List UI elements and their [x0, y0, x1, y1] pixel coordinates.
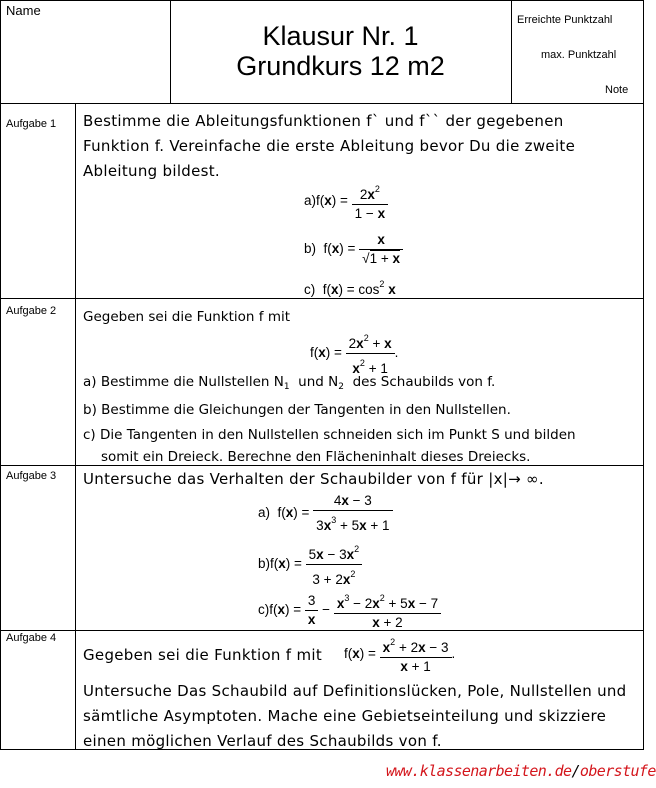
footer-watermark[interactable]: [386, 762, 656, 780]
task-2-label: Aufgabe 2: [6, 305, 57, 317]
header-col-2: [511, 0, 512, 104]
task-1c-formula: c) $f(x) = \cos^2 x$: [304, 279, 396, 297]
task-2c-line-2: somit ein Dreieck. Berechne den Flächeninhalt dieses Dreiecks.: [101, 449, 531, 465]
task-2-formula: f(x) = $\frac{2x^2 + x}{x^2 + 1}$ .: [310, 329, 398, 378]
task-2c-line-1: c) Die Tangenten in den Nullstellen schneiden sich im Punkt S und bilden: [83, 427, 576, 443]
row-divider-1: [0, 298, 644, 299]
item-b-marker: b): [304, 241, 317, 257]
label-column-divider: [75, 104, 76, 750]
reached-points-label: Erreichte Punktzahl: [517, 14, 613, 26]
task-2b: b) Bestimme die Gleichungen der Tangenten in den Nullstellen.: [83, 402, 511, 418]
task-3-text: Untersuche das Verhalten der Schaubilder von f für |x|→ ∞.: [83, 470, 544, 488]
task-1-label: Aufgabe 1: [6, 118, 57, 130]
border-top: [0, 0, 644, 1]
task-2-intro: Gegeben sei die Funktion f mit: [83, 309, 291, 325]
task-3c-formula: c)f(x) = $\frac{3}{x}$ − $\frac{x^3 - 2x^2 + 5x - 7}{x + 2}$: [258, 589, 441, 632]
task-3a-formula: a) f(x) = $\frac{4x - 3}{3x^3 + 5x + 1}$: [258, 492, 393, 535]
exam-title-line-2: Grundkurs 12 m2: [236, 51, 445, 81]
task-4-text: Untersuche Das Schaubild auf Definitionslücken, Pole, Nullstellen und sämtliche Asymptoten. Mache eine Gebietseinteilung und skizziere einen möglichen Verlauf des Schaubilds von f.: [83, 682, 627, 750]
task-4-formula: f(x) = $\frac{x^2 + 2x - 3}{x + 1}$ .: [344, 633, 455, 676]
max-points-label: max. Punktzahl: [541, 49, 617, 61]
task-2a-end: des Schaubilds von f.: [352, 374, 496, 390]
exam-title-line-1: Klausur Nr. 1: [262, 21, 419, 51]
task-2a-text: a) Bestimme die Nullstellen N: [83, 374, 284, 390]
exam-title: [170, 21, 511, 81]
name-label: Name: [6, 3, 41, 18]
border-left: [0, 0, 1, 750]
footer-site[interactable]: www.klassenarbeiten.de: [386, 762, 572, 780]
grade-label: Note: [605, 84, 629, 96]
task-2a-mid: und N: [298, 374, 339, 390]
task-4-label: Aufgabe 4: [6, 632, 57, 644]
task-1-text: Bestimme die Ableitungsfunktionen f` und f`` der gegebenen Funktion f. Vereinfache die erste Ableitung bevor Du die zweite Ableitung bildest.: [83, 112, 576, 180]
task-3b-formula: b)f(x) = $\frac{5x - 3x^2}{3 + 2x^2}$: [258, 540, 362, 589]
task-4-intro: Gegeben sei die Funktion f mit: [83, 646, 323, 664]
task-3-label: Aufgabe 3: [6, 470, 57, 482]
task-2a: a) Bestimme die Nullstellen $N_1$ und $N_2$ des Schaubilds von f.: [83, 374, 496, 392]
border-right: [643, 0, 644, 750]
item-c-marker: c): [304, 282, 316, 297]
header-divider: [0, 103, 644, 104]
task-1a-formula: a)f(x) = $\frac{2x^2}{1 - x}$: [304, 180, 388, 223]
item-a-marker: a): [304, 193, 317, 209]
footer-section[interactable]: oberstufe: [579, 762, 656, 780]
task-1b-formula: b) f(x) = $\frac{x}{√1 + x}$: [304, 231, 403, 268]
footer-separator: /: [571, 762, 580, 780]
